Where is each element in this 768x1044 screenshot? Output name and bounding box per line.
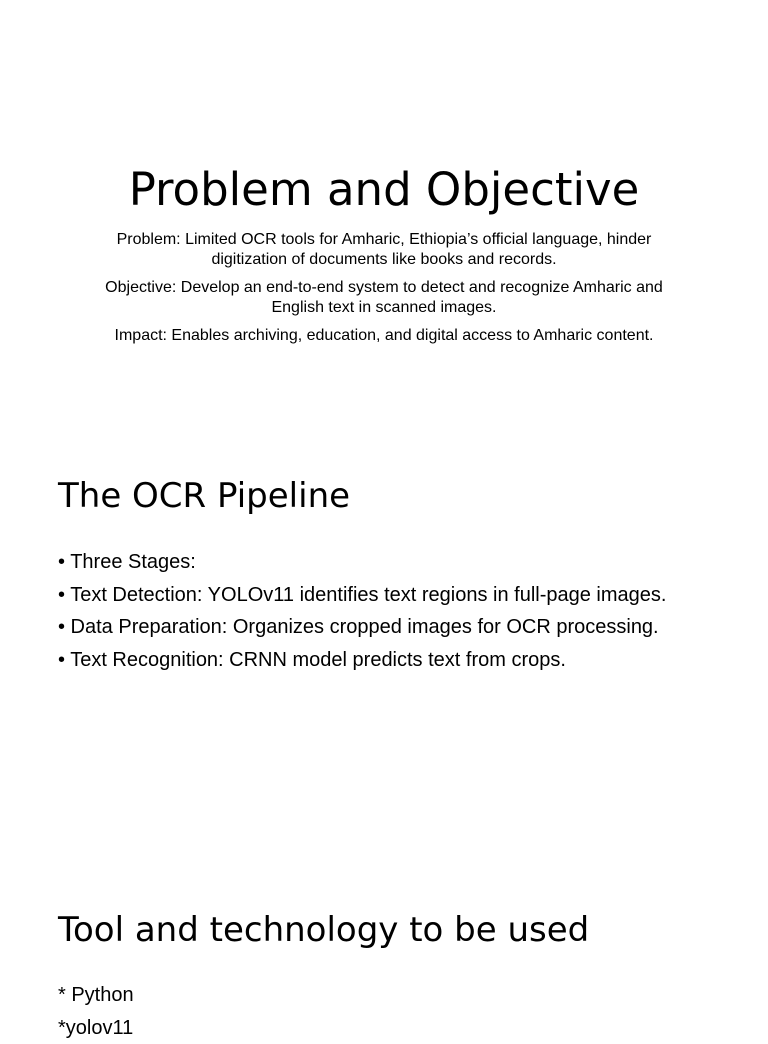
problem-paragraph: Problem: Limited OCR tools for Amharic, Ethiopia’s official language, hinder digitization of documents like books and records. xyxy=(84,230,684,270)
tools-list xyxy=(58,979,738,1044)
bullet-item: • Text Detection: YOLOv11 identifies text regions in full-page images. xyxy=(58,579,738,612)
impact-paragraph: Impact: Enables archiving, education, and digital access to Amharic content. xyxy=(84,326,684,346)
tool-item: *yolov11 xyxy=(58,1012,738,1044)
bullet-item: • Text Recognition: CRNN model predicts text from crops. xyxy=(58,644,738,677)
tools-heading: Tool and technology to be used xyxy=(58,910,589,950)
bullet-item: • Data Preparation: Organizes cropped images for OCR processing. xyxy=(58,611,738,644)
problem-objective-title: Problem and Objective xyxy=(0,164,768,216)
objective-paragraph: Objective: Develop an end-to-end system to detect and recognize Amharic and English text in scanned images. xyxy=(84,278,684,318)
bullet-item: • Three Stages: xyxy=(58,546,738,579)
problem-objective-text xyxy=(84,230,684,354)
tool-item: * Python xyxy=(58,979,738,1012)
ocr-pipeline-heading: The OCR Pipeline xyxy=(58,476,350,516)
pipeline-bullet-list xyxy=(58,546,738,676)
